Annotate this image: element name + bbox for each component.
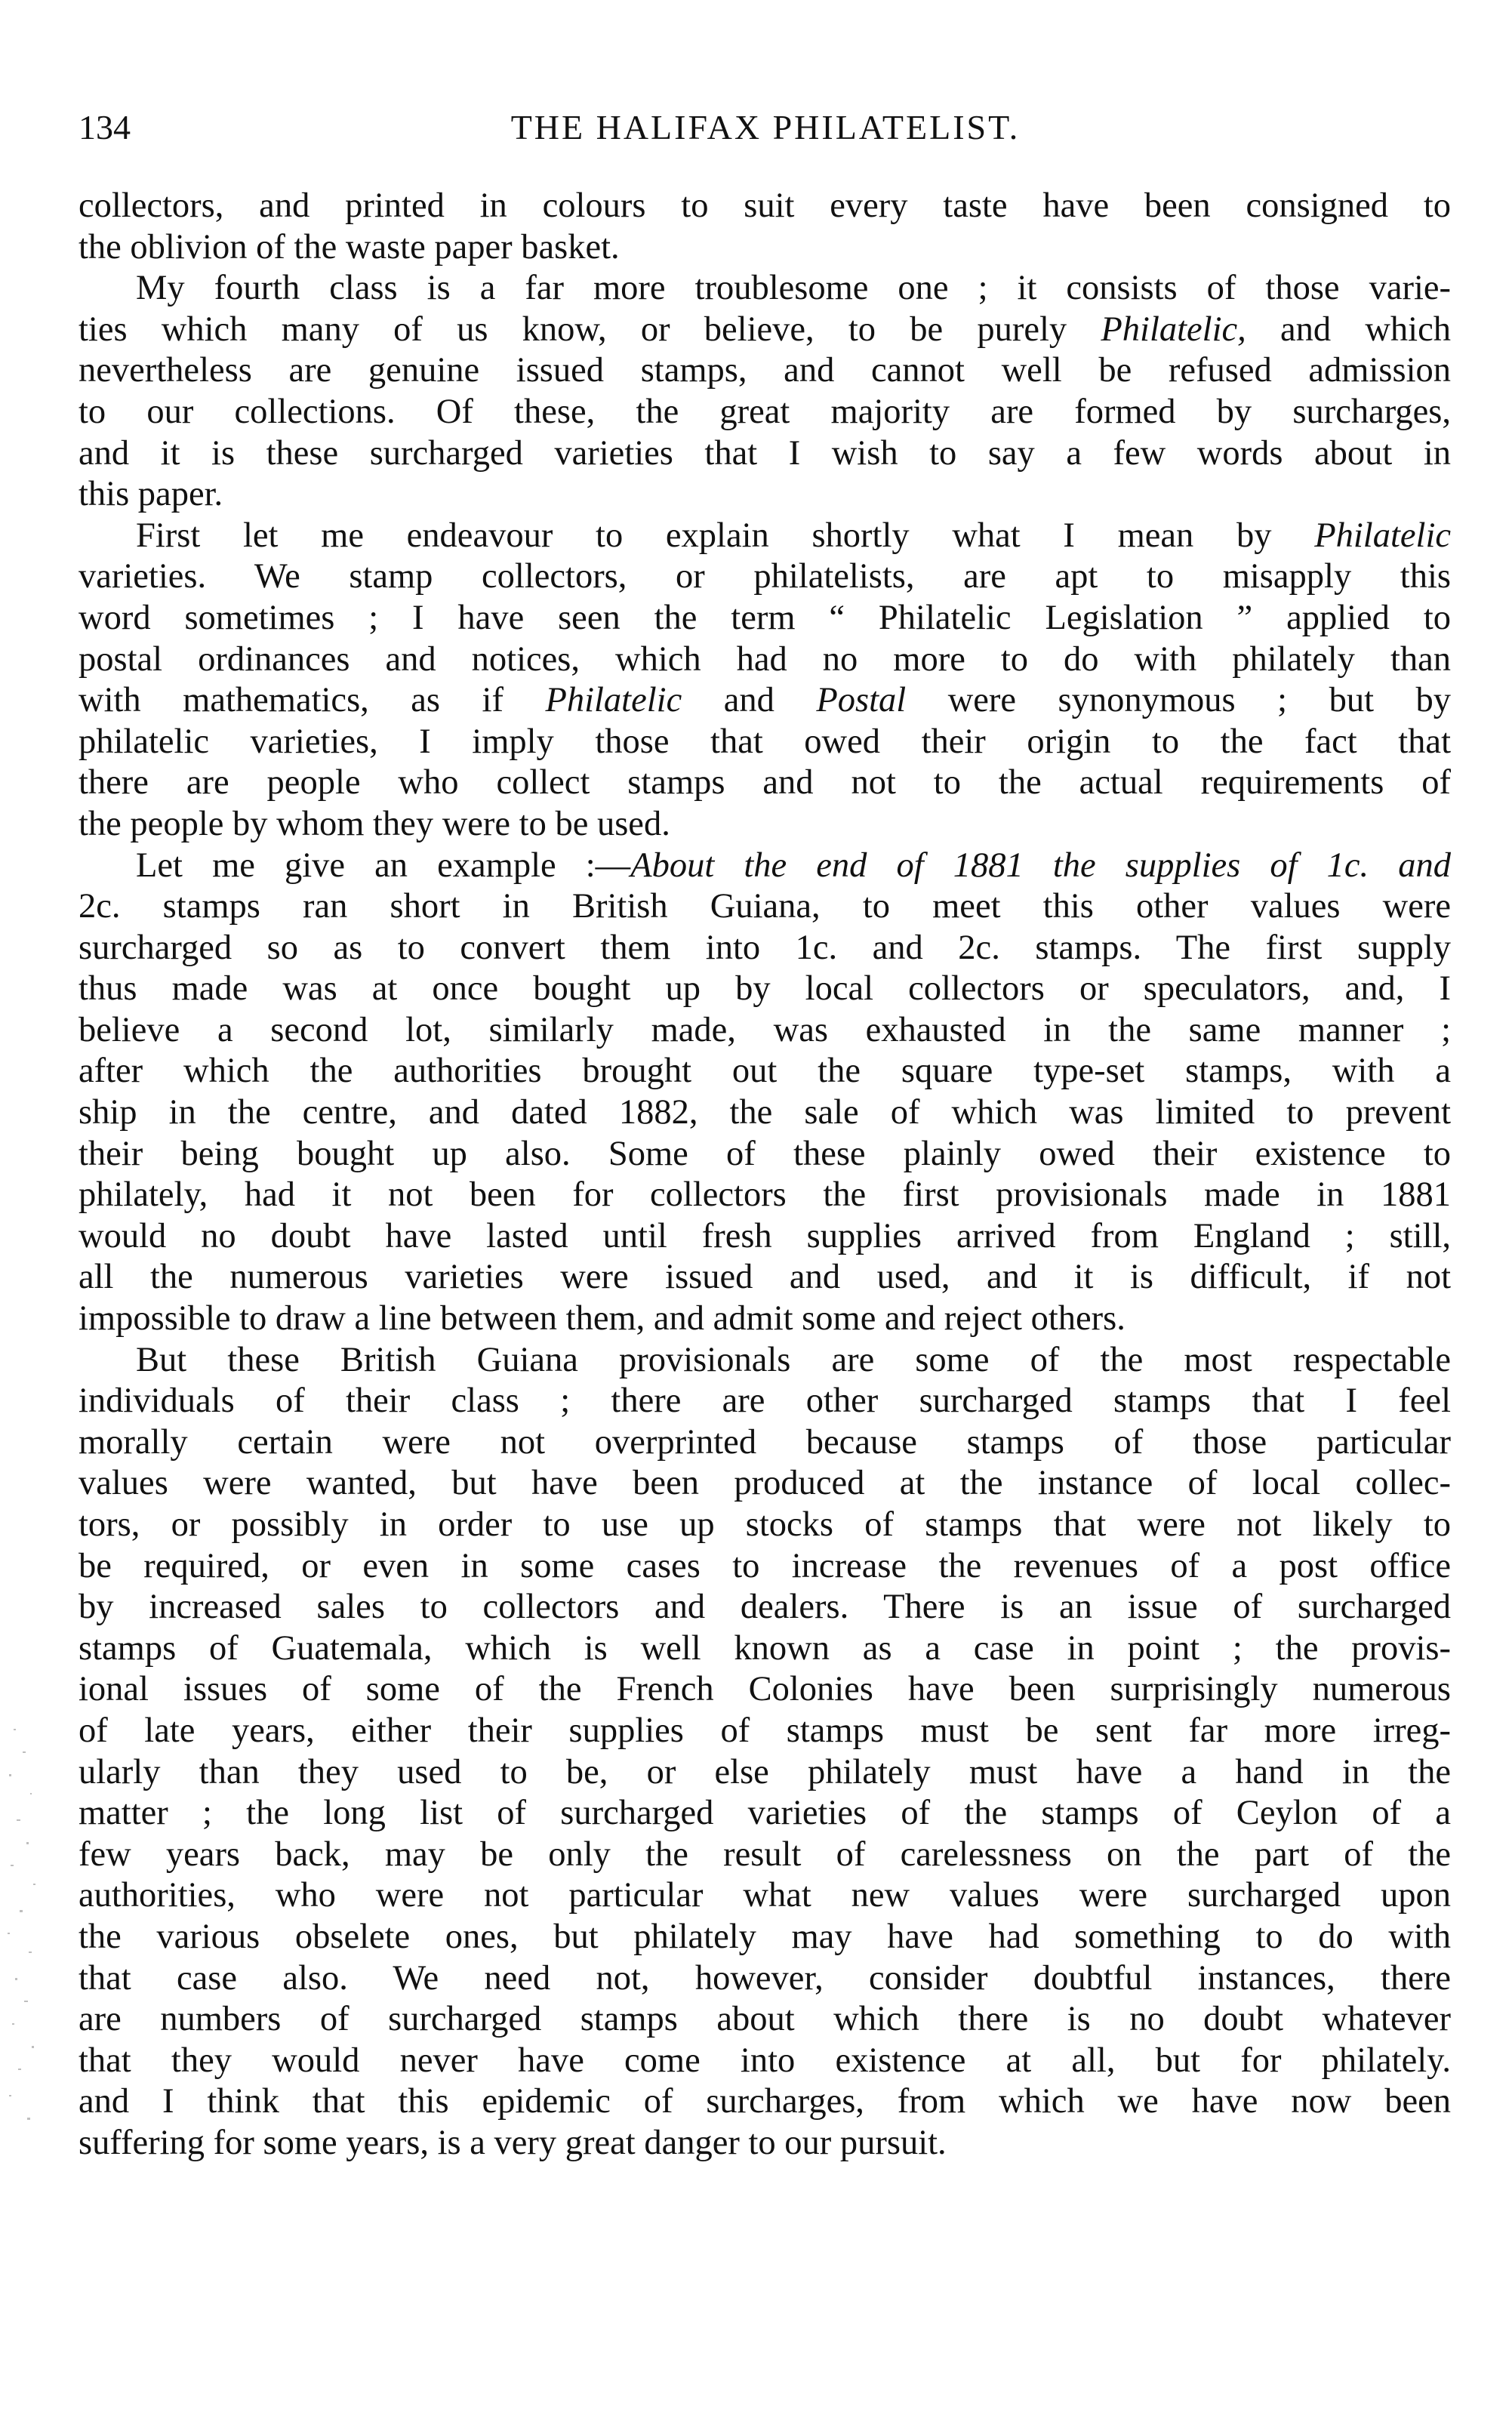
text-line [79, 722, 1451, 763]
text-run: few years back, may be only the result of carelessness on the part of the [79, 1834, 1451, 1874]
text-run: were synonymous ; but by [906, 681, 1451, 720]
text-line [79, 1711, 1451, 1752]
text-line [79, 1793, 1451, 1834]
text-run: this paper. [79, 475, 223, 514]
text-line [79, 1834, 1451, 1876]
text-run: varieties. We stamp collectors, or philatelists, are apt to misapply this [79, 557, 1451, 596]
text-run: philatelic varieties, I imply those that owed their origin to the fact that [79, 722, 1451, 761]
text-line [79, 1999, 1451, 2041]
text-line [79, 474, 1451, 516]
text-line [79, 969, 1451, 1010]
text-run: collectors, and printed in colours to suit every taste have been consigned to [79, 186, 1451, 225]
text-run: after which the authorities brought out the square type-set stamps, with a [79, 1052, 1451, 1091]
text-line [79, 886, 1451, 928]
text-run: individuals of their class ; there are other surcharged stamps that I feel [79, 1382, 1451, 1421]
text-line [79, 310, 1451, 351]
text-run: ularly than they used to be, or else philately must have a hand in the [79, 1752, 1451, 1791]
text-run: be required, or even in some cases to increase the revenues of a post office [79, 1546, 1451, 1585]
text-run: believe a second lot, similarly made, was exhausted in the same manner ; [79, 1010, 1451, 1049]
text-line [79, 1216, 1451, 1258]
text-line [79, 1752, 1451, 1794]
text-run: tors, or possibly in order to use up stocks of stamps that were not likely to [79, 1505, 1451, 1544]
text-run: with mathematics, as if [79, 681, 546, 720]
text-line [79, 227, 1451, 269]
text-run: authorities, who were not particular what new values were surcharged upon [79, 1876, 1451, 1915]
text-run: 2c. stamps ran short in British Guiana, to meet this other values were [79, 887, 1451, 926]
text-run: philately, had it not been for collectors the first provisionals made in 1881 [79, 1175, 1451, 1215]
text-run: But these British Guiana provisionals are some of the most respectable [136, 1340, 1451, 1379]
italic-text: About the end of 1881 the supplies of 1c. and [630, 846, 1451, 885]
running-title: THE HALIFAX PHILATELIST. [510, 108, 1021, 146]
text-line [79, 556, 1451, 598]
text-run: are numbers of surcharged stamps about which there is no doubt whatever [79, 2000, 1451, 2039]
text-run: that case also. We need not, however, consider doubtful instances, there [79, 1958, 1451, 1998]
page-header [79, 104, 1452, 151]
text-run: the various obselete ones, but philately may have had something to do with [79, 1917, 1451, 1956]
text-line [79, 1546, 1451, 1588]
text-line [79, 350, 1451, 392]
text-run: postal ordinances and notices, which had no more to do with philately than [79, 639, 1451, 679]
text-run: would no doubt have lasted until fresh supplies arrived from England ; still, [79, 1216, 1451, 1255]
text-line [79, 1298, 1451, 1340]
text-line [79, 1422, 1451, 1464]
text-run: the people by whom they were to be used. [79, 804, 670, 843]
text-line [79, 268, 1451, 310]
text-run: their being bought up also. Some of these plainly owed their existence to [79, 1134, 1451, 1173]
text-line [79, 186, 1451, 227]
text-run: values were wanted, but have been produced at the instance of local collec- [79, 1464, 1451, 1503]
text-line [79, 1505, 1451, 1546]
text-line [79, 928, 1451, 969]
text-run: of late years, either their supplies of stamps must be sent far more irreg- [79, 1711, 1451, 1750]
text-line [79, 2041, 1451, 2082]
text-line [79, 1587, 1451, 1628]
text-run: ional issues of some of the French Colonies have been surprisingly numerous [79, 1670, 1451, 1709]
italic-text: Postal [816, 681, 907, 720]
text-line [79, 392, 1451, 433]
text-run: to our collections. Of these, the great majority are formed by surcharges, [79, 392, 1451, 431]
text-run: the oblivion of the waste paper basket. [79, 227, 620, 266]
text-run: matter ; the long list of surcharged varieties of the stamps of Ceylon of a [79, 1794, 1451, 1833]
text-line [79, 1051, 1451, 1092]
paragraph [79, 846, 1451, 1340]
text-line [79, 1917, 1451, 1958]
text-line [79, 598, 1451, 639]
paragraph [79, 1340, 1451, 2164]
text-run: suffering for some years, is a very great danger to our pursuit. [79, 2123, 947, 2162]
italic-text: Philatelic, [1101, 310, 1246, 349]
text-line [79, 516, 1451, 557]
text-run: by increased sales to collectors and dealers. There is an issue of surcharged [79, 1588, 1451, 1627]
text-run: impossible to draw a line between them, and admit some and reject others. [79, 1299, 1126, 1339]
text-line [79, 1669, 1451, 1711]
text-line [79, 1381, 1451, 1422]
text-run: Let me give an example :— [136, 846, 631, 885]
text-line [79, 680, 1451, 722]
text-run: surcharged so as to convert them into 1c. and 2c. stamps. The first supply [79, 928, 1451, 967]
paragraph [79, 186, 1451, 268]
text-line [79, 1010, 1451, 1052]
text-run: nevertheless are genuine issued stamps, and cannot well be refused admission [79, 351, 1451, 390]
text-run: thus made was at once bought up by local collectors or speculators, and, I [79, 969, 1451, 1009]
text-run: stamps of Guatemala, which is well known as a case in point ; the provis- [79, 1628, 1451, 1668]
text-line [79, 639, 1451, 681]
text-run: My fourth class is a far more troublesome one ; it consists of those varie- [136, 269, 1451, 308]
print-bleed-mark [0, 1721, 45, 2144]
text-line [79, 1958, 1451, 2000]
text-line [79, 1175, 1451, 1216]
paragraph [79, 268, 1451, 516]
text-line [79, 804, 1451, 846]
paragraph [79, 516, 1451, 846]
text-line [79, 1875, 1451, 1917]
text-run: ship in the centre, and dated 1882, the sale of which was limited to prevent [79, 1093, 1451, 1132]
text-run: First let me endeavour to explain shortly what I mean by [136, 516, 1315, 555]
text-run: word sometimes ; I have seen the term “ Philatelic Legislation ” applied to [79, 598, 1451, 637]
text-line [79, 1134, 1451, 1175]
text-line [79, 2123, 1451, 2164]
text-line [79, 1257, 1451, 1298]
text-run: and which [1246, 310, 1451, 349]
text-run: that they would never have come into existence at all, but for philately. [79, 2041, 1451, 2080]
text-line [79, 433, 1451, 475]
text-line [79, 762, 1451, 804]
text-line [79, 1092, 1451, 1134]
text-line [79, 1340, 1451, 1382]
page-number: 134 [79, 108, 131, 146]
italic-text: Philatelic [1314, 516, 1451, 555]
text-line [79, 846, 1451, 887]
text-line [79, 1628, 1451, 1670]
text-line [79, 2081, 1451, 2123]
text-run: and I think that this epidemic of surcharges, from which we have now been [79, 2082, 1451, 2121]
italic-text: Philatelic [545, 681, 682, 720]
text-line [79, 1463, 1451, 1505]
text-run: there are people who collect stamps and not to the actual requirements of [79, 763, 1451, 802]
text-run: ties which many of us know, or believe, to be purely [79, 310, 1101, 349]
article-body [79, 186, 1451, 2164]
text-run: and [682, 681, 817, 720]
text-run: morally certain were not overprinted because stamps of those particular [79, 1422, 1451, 1462]
text-run: and it is these surcharged varieties that I wish to say a few words about in [79, 433, 1451, 473]
text-run: all the numerous varieties were issued and used, and it is difficult, if not [79, 1258, 1451, 1297]
